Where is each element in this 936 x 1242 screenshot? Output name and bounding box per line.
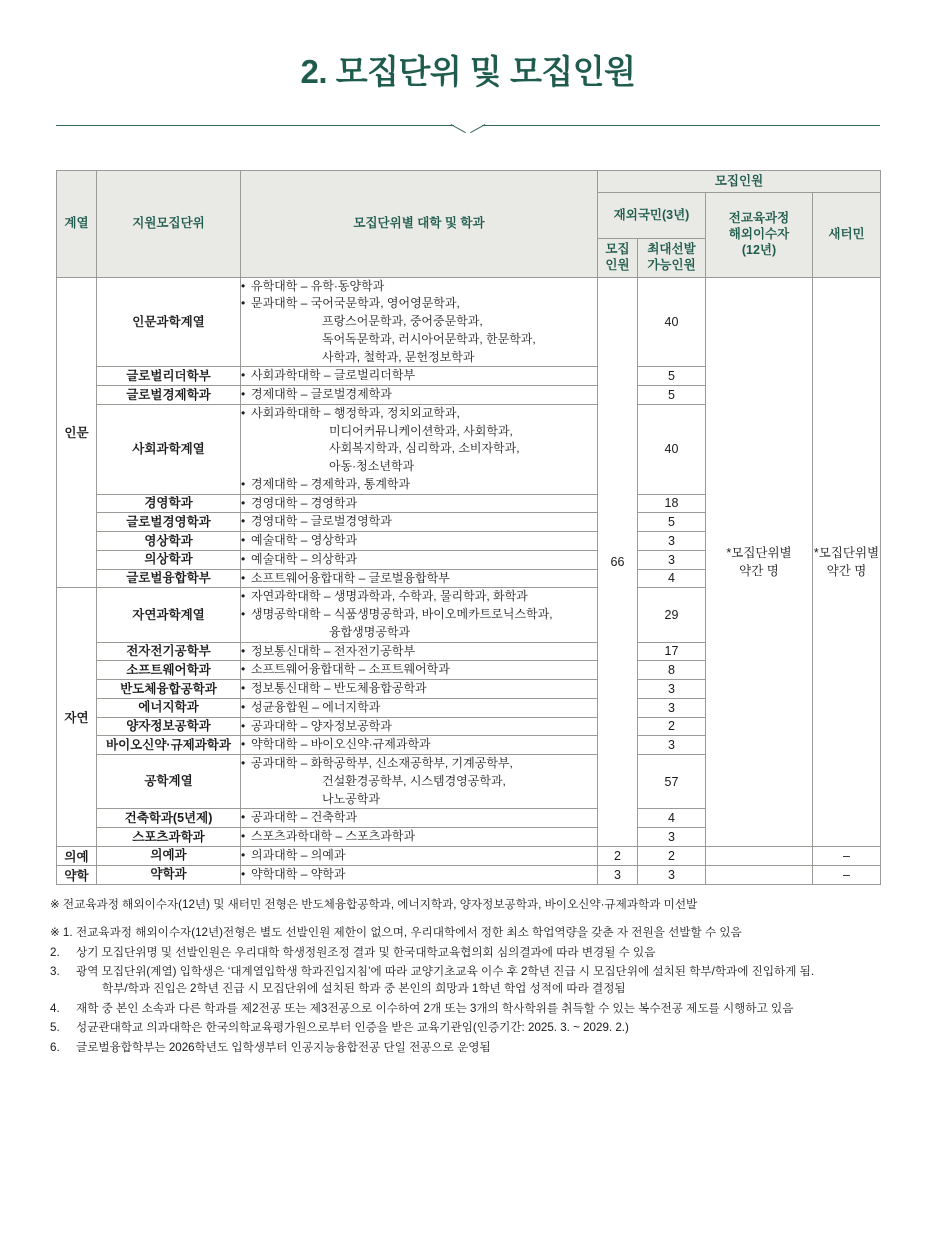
bullet-icon: • <box>241 829 246 844</box>
th-max-select <box>638 239 706 277</box>
bullet-icon: • <box>241 278 246 293</box>
table-head <box>57 170 881 277</box>
th-max-select-line2: 가능인원 <box>647 257 696 272</box>
table-body <box>57 277 881 884</box>
cell-max-select: 3 <box>638 532 706 551</box>
cell-quota: 2 <box>598 846 638 865</box>
cell-colleges-depts <box>241 386 598 405</box>
cell-saeteomin-note <box>813 277 881 846</box>
footnote-marker: 5. <box>50 1021 60 1035</box>
cell-max-select: 17 <box>638 642 706 661</box>
cell-apply-unit: 전자전기공학부 <box>97 642 241 661</box>
bullet-icon: • <box>241 368 246 383</box>
dept-line: • 경제대학 – 글로벌경제학과 <box>241 386 597 404</box>
divider-line-left <box>56 125 454 126</box>
cell-colleges-depts <box>241 828 598 847</box>
bullet-icon: • <box>241 756 246 771</box>
cell-colleges-depts <box>241 809 598 828</box>
cell-apply-unit: 의상학과 <box>97 550 241 569</box>
cell-apply-unit: 글로벌경영학과 <box>97 513 241 532</box>
dept-line: • 소프트웨어융합대학 – 글로벌융합학부 <box>241 570 597 588</box>
footnote-text: 상기 모집단위명 및 선발인원은 우리대학 학생정원조정 결과 및 한국대학교육협의회 심의결과에 따라 변경될 수 있음 <box>76 945 656 959</box>
table-row <box>57 277 881 367</box>
dept-line: • 유학대학 – 유학·동양학과 <box>241 278 597 296</box>
dept-line: 프랑스어문학과, 중어중문학과, <box>322 314 483 329</box>
cell-apply-unit: 약학과 <box>97 865 241 884</box>
cell-apply-unit: 자연과학계열 <box>97 588 241 642</box>
cell-colleges-depts <box>241 698 598 717</box>
note-line: *모집단위별 <box>813 545 880 560</box>
cell-max-select: 5 <box>638 513 706 532</box>
dept-line: 독어독문학과, 러시아어문학과, 한문학과, <box>322 331 536 346</box>
cell-colleges-depts <box>241 588 598 642</box>
cell-apply-unit: 양자정보공학과 <box>97 717 241 736</box>
dept-line: • 사회과학대학 – 글로벌리더학부 <box>241 367 597 385</box>
bullet-icon: • <box>241 718 246 733</box>
footnote-marker: ※ 1. <box>50 926 73 940</box>
dept-line: • 공과대학 – 양자정보공학과 <box>241 718 597 736</box>
cell-apply-unit: 의예과 <box>97 846 241 865</box>
th-full-curriculum-line2: 해외이수자 <box>728 227 790 242</box>
footnote-subtext: 학부/학과 진입은 2학년 진급 시 모집단위에 설치된 학과 중 본인의 희망과 1학년 학업 성적에 따라 결정됨 <box>102 982 626 996</box>
bullet-icon: • <box>241 589 246 604</box>
th-full-curriculum-line3: (12년) <box>741 242 777 257</box>
cell-max-select: 3 <box>638 550 706 569</box>
table-head-row-1 <box>57 170 881 193</box>
cell-apply-unit: 영상학과 <box>97 532 241 551</box>
bullet-icon: • <box>241 866 246 881</box>
dept-line: • 스포츠과학대학 – 스포츠과학과 <box>241 828 597 846</box>
footnote-item <box>50 924 886 941</box>
dept-line: 미디어커뮤니케이션학과, 사회학과, <box>329 423 513 438</box>
dept-line: • 약학대학 – 약학과 <box>241 866 597 884</box>
cell-series: 자연 <box>57 588 97 847</box>
note-line: 약간 명 <box>826 563 867 578</box>
th-quota-group: 모집인원 <box>598 170 881 193</box>
cell-colleges-depts <box>241 755 598 809</box>
cell-saeteomin: – <box>813 865 881 884</box>
cell-max-select: 4 <box>638 809 706 828</box>
cell-max-select: 40 <box>638 277 706 367</box>
dept-line: 나노공학과 <box>322 791 380 806</box>
dept-line: • 예술대학 – 의상학과 <box>241 551 597 569</box>
bullet-icon: • <box>241 296 246 311</box>
bullet-icon: • <box>241 847 246 862</box>
footnote-text: 전교육과정 해외이수자(12년)전형은 별도 선발인원 제한이 없으며, 우리대학에서 정한 최소 학업역량을 갖춘 자 전원을 선발할 수 있음 <box>76 926 742 940</box>
cell-colleges-depts <box>241 661 598 680</box>
table-row <box>57 846 881 865</box>
cell-colleges-depts <box>241 680 598 699</box>
cell-max-select: 3 <box>638 828 706 847</box>
bullet-icon: • <box>241 405 246 420</box>
divider-chevron-icon <box>452 124 484 138</box>
dept-line: • 소프트웨어융합대학 – 소프트웨어학과 <box>241 661 597 679</box>
page-title: 2. 모집단위 및 모집인원 <box>300 53 636 90</box>
bullet-icon: • <box>241 533 246 548</box>
dept-line: 사학과, 철학과, 문헌정보학과 <box>322 349 475 364</box>
footnote-item <box>50 944 886 961</box>
title-section <box>0 0 936 92</box>
footnote-marker: 6. <box>50 1040 60 1054</box>
cell-colleges-depts <box>241 494 598 513</box>
th-apply-unit: 지원모집단위 <box>97 170 241 277</box>
cell-apply-unit: 건축학과(5년제) <box>97 809 241 828</box>
cell-colleges-depts <box>241 550 598 569</box>
cell-apply-unit: 인문과학계열 <box>97 277 241 367</box>
cell-series: 인문 <box>57 277 97 588</box>
bullet-icon: • <box>241 570 246 585</box>
section-divider <box>56 125 880 139</box>
cell-saeteomin: – <box>813 846 881 865</box>
dept-line: 아동·청소년학과 <box>329 459 415 474</box>
th-saeteomin: 새터민 <box>813 193 881 277</box>
dept-line: • 생명공학대학 – 식품생명공학과, 바이오메카트로닉스학과, <box>241 606 597 624</box>
cell-apply-unit: 사회과학계열 <box>97 404 241 494</box>
cell-max-select: 3 <box>638 736 706 755</box>
bullet-icon: • <box>241 387 246 402</box>
cell-full-curriculum-empty <box>706 865 813 884</box>
th-full-curriculum-line1: 전교육과정 <box>728 211 790 226</box>
cell-quota-total: 66 <box>598 277 638 846</box>
cell-max-select: 3 <box>638 698 706 717</box>
footnote-text: 글로벌융합학부는 2026학년도 입학생부터 인공지능융합전공 단일 전공으로 운영됨 <box>76 1040 491 1054</box>
cell-apply-unit: 바이오신약·규제과학과 <box>97 736 241 755</box>
dept-line: • 성균융합원 – 에너지학과 <box>241 699 597 717</box>
bullet-icon: • <box>241 737 246 752</box>
th-quota <box>598 239 638 277</box>
bullet-icon: • <box>241 476 246 491</box>
cell-max-select: 4 <box>638 569 706 588</box>
dept-line: • 정보통신대학 – 전자전기공학부 <box>241 643 597 661</box>
cell-max-select: 57 <box>638 755 706 809</box>
bullet-icon: • <box>241 551 246 566</box>
cell-max-select: 3 <box>638 680 706 699</box>
cell-apply-unit: 에너지학과 <box>97 698 241 717</box>
th-colleges-depts: 모집단위별 대학 및 학과 <box>241 170 598 277</box>
footnote-text: 성균관대학교 의과대학은 한국의학교육평가원으로부터 인증을 받은 교육기관임(인증기간: 2025. 3. ~ 2029. 2.) <box>76 1021 629 1035</box>
cell-apply-unit: 공학계열 <box>97 755 241 809</box>
cell-max-select: 3 <box>638 865 706 884</box>
note-line: 약간 명 <box>739 563 779 578</box>
footnote-marker: 3. <box>50 965 60 979</box>
cell-colleges-depts <box>241 717 598 736</box>
cell-apply-unit: 소프트웨어학과 <box>97 661 241 680</box>
cell-apply-unit: 글로벌리더학부 <box>97 367 241 386</box>
th-quota-line2: 인원 <box>605 257 630 272</box>
footnote-marker: 2. <box>50 945 60 959</box>
footnote-list <box>50 924 886 1056</box>
cell-max-select: 18 <box>638 494 706 513</box>
cell-apply-unit: 스포츠과학과 <box>97 828 241 847</box>
cell-colleges-depts <box>241 865 598 884</box>
cell-colleges-depts <box>241 513 598 532</box>
cell-apply-unit: 글로벌경제학과 <box>97 386 241 405</box>
dept-line: • 자연과학대학 – 생명과학과, 수학과, 물리학과, 화학과 <box>241 588 597 606</box>
footnote-item <box>50 1000 886 1017</box>
th-full-curriculum <box>706 193 813 277</box>
th-overseas-korean: 재외국민(3년) <box>598 193 706 239</box>
admissions-table-container <box>56 170 880 885</box>
dept-line: • 정보통신대학 – 반도체융합공학과 <box>241 680 597 698</box>
bullet-icon: • <box>241 643 246 658</box>
cell-colleges-depts <box>241 569 598 588</box>
th-quota-line1: 모집 <box>605 242 630 257</box>
cell-colleges-depts <box>241 404 598 494</box>
dept-line: • 경영대학 – 글로벌경영학과 <box>241 513 597 531</box>
footnote-item <box>50 1039 886 1056</box>
cell-colleges-depts <box>241 642 598 661</box>
bullet-icon: • <box>241 699 246 714</box>
dept-line: 건설환경공학부, 시스템경영공학과, <box>322 773 506 788</box>
bullet-icon: • <box>241 495 246 510</box>
bullet-icon: • <box>241 607 246 622</box>
bullet-icon: • <box>241 681 246 696</box>
cell-max-select: 2 <box>638 717 706 736</box>
cell-apply-unit: 글로벌융합학부 <box>97 569 241 588</box>
footnote-text: 광역 모집단위(계열) 입학생은 ‘대계열입학생 학과진입지침’에 따라 교양기초교육 이수 후 2학년 진급 시 모집단위에 설치된 학부/학과에 진입하게 됨. 학부/학과 진입은 2학년 진급 시 모집단위에 설치된 학과 중 본인의 희망과 1학년 학업 성적에 따라 결정됨 <box>76 963 886 998</box>
table-row <box>57 865 881 884</box>
dept-line: • 문과대학 – 국어국문학과, 영어영문학과, <box>241 295 597 313</box>
dept-line: • 경제대학 – 경제학과, 통계학과 <box>241 476 597 494</box>
cell-series: 의예 <box>57 846 97 865</box>
footnote-text: 재학 중 본인 소속과 다른 학과를 제2전공 또는 제3전공으로 이수하여 2개 또는 3개의 학사학위를 취득할 수 있는 복수전공 제도를 시행하고 있음 <box>76 1001 794 1015</box>
footnote-item <box>50 963 886 998</box>
bullet-icon: • <box>241 662 246 677</box>
cell-series: 약학 <box>57 865 97 884</box>
cell-max-select: 40 <box>638 404 706 494</box>
cell-full-curriculum-empty <box>706 846 813 865</box>
note-line: *모집단위별 <box>726 545 792 560</box>
cell-colleges-depts <box>241 846 598 865</box>
bullet-icon: • <box>241 810 246 825</box>
cell-colleges-depts <box>241 367 598 386</box>
dept-line: 사회복지학과, 심리학과, 소비자학과, <box>329 441 520 456</box>
cell-apply-unit: 경영학과 <box>97 494 241 513</box>
th-series: 계열 <box>57 170 97 277</box>
footnote-item <box>50 1019 886 1036</box>
cell-colleges-depts <box>241 532 598 551</box>
cell-colleges-depts <box>241 736 598 755</box>
dept-line: • 경영대학 – 경영학과 <box>241 495 597 513</box>
dept-line: • 공과대학 – 화학공학부, 신소재공학부, 기계공학부, <box>241 755 597 773</box>
bullet-icon: • <box>241 514 246 529</box>
cell-colleges-depts <box>241 277 598 367</box>
cell-apply-unit: 반도체융합공학과 <box>97 680 241 699</box>
dept-line: • 공과대학 – 건축학과 <box>241 809 597 827</box>
footnote-marker: 4. <box>50 1001 60 1015</box>
cell-max-select: 29 <box>638 588 706 642</box>
footnote-top: ※ 전교육과정 해외이수자(12년) 및 새터민 전형은 반도체융합공학과, 에너지학과, 양자정보공학과, 바이오신약·규제과학과 미선발 <box>50 897 698 911</box>
cell-quota: 3 <box>598 865 638 884</box>
cell-full-curriculum-note <box>706 277 813 846</box>
cell-max-select: 5 <box>638 386 706 405</box>
dept-line: • 사회과학대학 – 행정학과, 정치외교학과, <box>241 405 597 423</box>
th-max-select-line1: 최대선발 <box>647 242 696 257</box>
dept-line: • 예술대학 – 영상학과 <box>241 532 597 550</box>
cell-max-select: 8 <box>638 661 706 680</box>
cell-max-select: 5 <box>638 367 706 386</box>
divider-line-right <box>482 125 880 126</box>
cell-max-select: 2 <box>638 846 706 865</box>
dept-line: • 의과대학 – 의예과 <box>241 847 597 865</box>
admissions-table <box>56 170 881 885</box>
dept-line: • 약학대학 – 바이오신약·규제과학과 <box>241 736 597 754</box>
footnotes-section <box>50 896 886 1056</box>
dept-line: 융합생명공학과 <box>329 624 411 639</box>
